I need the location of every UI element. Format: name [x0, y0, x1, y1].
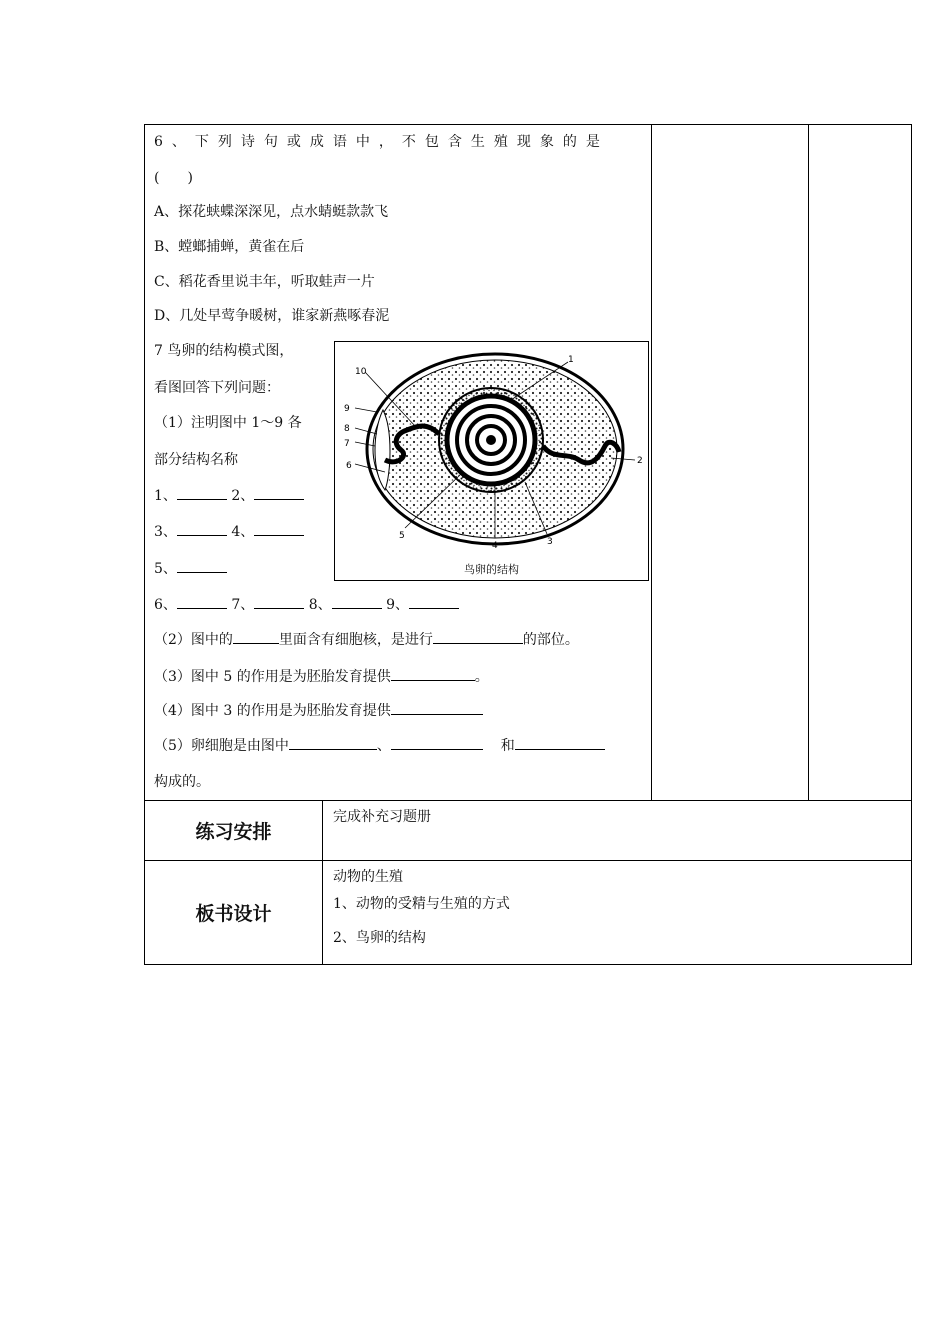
blank-sub2-1[interactable]: [233, 631, 279, 644]
blank-9[interactable]: [409, 596, 459, 609]
q7-sub5-b: 、: [376, 738, 391, 754]
label-4: 4: [492, 541, 498, 551]
label-6: 6: [346, 461, 352, 471]
q7-sub5-end: 构成的。: [154, 774, 210, 790]
practice-label: 练习安排: [145, 801, 323, 861]
q7-row2: [154, 521, 304, 541]
q7-sub2-a: （2）图中的: [154, 632, 233, 648]
board-line-3: 2、鸟卵的结构: [333, 930, 426, 946]
q6-stem: 6、下列诗句或成语中，不包含生殖现象的是: [154, 134, 609, 150]
lesson-sheet: [144, 124, 911, 967]
germinal-disc: [486, 435, 496, 445]
q7-row1: [154, 485, 304, 505]
label-1: 1: [568, 355, 574, 365]
q7-sub1-b: 部分结构名称: [154, 452, 238, 468]
q7-sub2-b: 里面含有细胞核，是进行: [278, 632, 433, 648]
board-line-1: 动物的生殖: [333, 869, 403, 885]
blank-label-8: 8、: [308, 597, 332, 613]
label-7: 7: [344, 439, 350, 449]
q7-sub4-a: （4）图中 3 的作用是为胚胎发育提供: [154, 703, 391, 719]
q7-intro-2: 看图回答下列问题：: [154, 380, 280, 396]
q7-intro-1: 7 鸟卵的结构模式图，: [154, 343, 294, 359]
blank-label-9: 9、: [386, 597, 410, 613]
blank-label-5: 5、: [154, 561, 177, 577]
empty-column-3: [652, 125, 809, 801]
q7-sub4: [154, 700, 483, 720]
q7-sub5: [154, 735, 605, 755]
q7-sub1-a: （1）注明图中 1～9 各: [154, 415, 302, 431]
q7-sub3-a: （3）图中 5 的作用是为胚胎发育提供: [154, 669, 391, 685]
q7-sub5-a: （5）卵细胞是由图中: [154, 738, 289, 754]
q6-bracket: ( ): [154, 170, 193, 186]
board-line-2: 1、动物的受精与生殖的方式: [333, 896, 510, 912]
blank-4[interactable]: [254, 523, 304, 536]
q7-row4: [154, 594, 459, 614]
q6-option-a: A、探花蛱蝶深深见，点水蜻蜓款款飞: [154, 204, 389, 220]
blank-1[interactable]: [177, 487, 227, 500]
blank-label-7: 7、: [231, 597, 255, 613]
blank-7[interactable]: [254, 596, 304, 609]
board-content-cell: [323, 861, 912, 965]
blank-sub5-2[interactable]: [391, 737, 483, 750]
q7-sub5-c: 和: [500, 738, 515, 754]
label-5: 5: [399, 531, 405, 541]
q7-row3: [154, 558, 227, 578]
blank-sub4[interactable]: [391, 702, 483, 715]
blank-label-1: 1、: [154, 488, 177, 504]
blank-label-2: 2、: [231, 488, 255, 504]
q6-option-b: B、螳螂捕蝉，黄雀在后: [154, 239, 305, 255]
empty-column-4: [809, 125, 912, 801]
blank-label-6: 6、: [154, 597, 177, 613]
label-10: 10: [355, 367, 367, 377]
label-2: 2: [637, 456, 643, 466]
blank-label-4: 4、: [231, 524, 255, 540]
blank-3[interactable]: [177, 523, 227, 536]
blank-label-3: 3、: [154, 524, 177, 540]
bird-egg-diagram: [335, 342, 648, 580]
blank-sub5-1[interactable]: [289, 737, 377, 750]
q6-option-c: C、稻花香里说丰年，听取蛙声一片: [154, 274, 375, 290]
blank-sub5-3[interactable]: [515, 737, 605, 750]
blank-sub2-2[interactable]: [433, 631, 523, 644]
practice-content-cell: [323, 801, 912, 861]
blank-6[interactable]: [177, 596, 227, 609]
blank-2[interactable]: [254, 487, 304, 500]
q7-sub3: [154, 666, 489, 686]
blank-sub3[interactable]: [391, 668, 475, 681]
bird-egg-figure: [334, 341, 649, 581]
q6-option-d: D、几处早莺争暖树，谁家新燕啄春泥: [154, 308, 390, 324]
questions-cell: [145, 125, 652, 801]
q7-sub2: [154, 629, 579, 649]
q7-sub3-b: 。: [474, 669, 489, 685]
practice-content: 完成补充习题册: [333, 809, 431, 825]
blank-8[interactable]: [332, 596, 382, 609]
label-8: 8: [344, 424, 350, 434]
label-3: 3: [547, 537, 553, 547]
label-9: 9: [344, 404, 350, 414]
q7-sub2-c: 的部位。: [522, 632, 579, 648]
figure-caption: 鸟卵的结构: [464, 563, 519, 576]
board-label: 板书设计: [145, 861, 323, 965]
lesson-table: [144, 124, 912, 965]
blank-5[interactable]: [177, 560, 227, 573]
